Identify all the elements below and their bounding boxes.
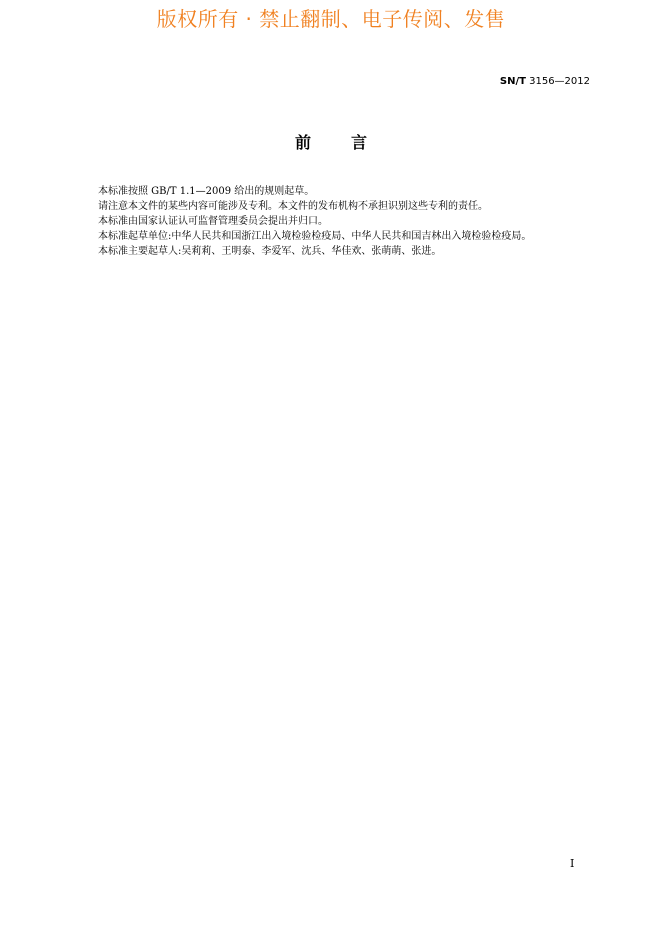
standard-prefix: SN/T: [499, 76, 526, 87]
paragraph-drafting-rules: 本标准按照 GB/T 1.1—2009 给出的规则起草。: [98, 186, 315, 197]
foreword-body: [78, 184, 592, 259]
page-number: I: [570, 857, 575, 870]
paragraph-drafters: 本标准主要起草人:吴莉莉、王明泰、李爱军、沈兵、华佳欢、张萌萌、张进。: [98, 246, 442, 257]
paragraph-patent-notice: 请注意本文件的某些内容可能涉及专利。本文件的发布机构不承担识别这些专利的责任。: [98, 201, 488, 212]
page-title: 前言: [294, 133, 407, 152]
copyright-watermark: 版权所有 · 禁止翻制、电子传阅、发售: [156, 7, 506, 31]
paragraph-proposer: 本标准由国家认证认可监督管理委员会提出并归口。: [98, 216, 328, 227]
standard-number: [500, 75, 590, 89]
standard-code: 3156—2012: [525, 76, 590, 87]
paragraph-drafting-units: 本标准起草单位:中华人民共和国浙江出入境检验检疫局、中华人民共和国吉林出入境检验检疫局。: [98, 231, 532, 242]
